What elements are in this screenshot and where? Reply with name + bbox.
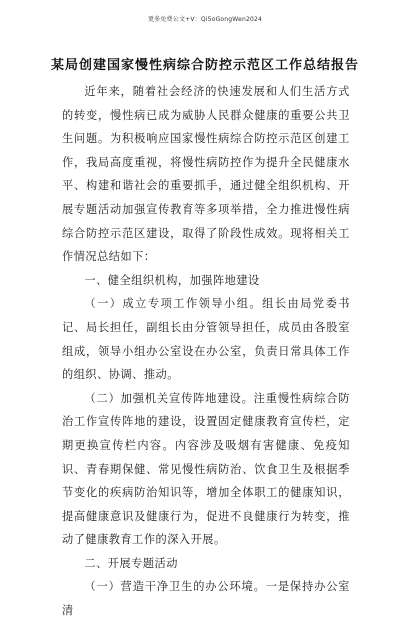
subsection-2-1: （一）营造干净卫生的办公环境。一是保持办公室清 [62,580,350,618]
section-heading-1: 一、健全组织机构，加强阵地建设 [84,273,260,287]
subsection-1-1: （一）成立专项工作领导小组。组长由局党委书记、局长担任，副组长由分管领导担任，成员由各股室组成，领导小组办公室设在办公室，负责日常具体工作的组织、协调、推动。 [62,297,350,382]
subsection-1-2: （二）加强机关宣传阵地建设。注重慢性病综合防治工作宣传阵地的建设，设置固定健康教育宣传栏，定期更换宣传栏内容。内容涉及吸烟有害健康、免疫知识、青春期保健、常见慢性病防治、饮食卫生及根据季节变化的疾病防治知识等，增加全体职工的健康知识，提高健康意识及健康行为，促进不良健康行为转变，推动了健康教育工作的深入开展。 [62,391,350,547]
document-title: 某局创建国家慢性病综合防控示范区工作总结报告 [50,58,359,73]
document-body [62,80,350,623]
section-heading-2: 二、开展专题活动 [84,556,178,570]
intro-paragraph: 近年来，随着社会经济的快速发展和人们生活方式的转变，慢性病已成为威胁人民群众健康的重要公共卫生问题。为积极响应国家慢性病综合防控示范区创建工作，我局高度重视，将慢性病防控作为提升全民健康水平、构建和谐社会的重要抓手，通过健全组织机构、开展专题活动加强宣传教育等多项举措，全力推进慢性病综合防控示范区建设，取得了阶段性成效。现将相关工作情况总结如下： [62,85,350,264]
header-note: 更多免费公文+V：Qi5oGongWen2024 [147,16,263,23]
